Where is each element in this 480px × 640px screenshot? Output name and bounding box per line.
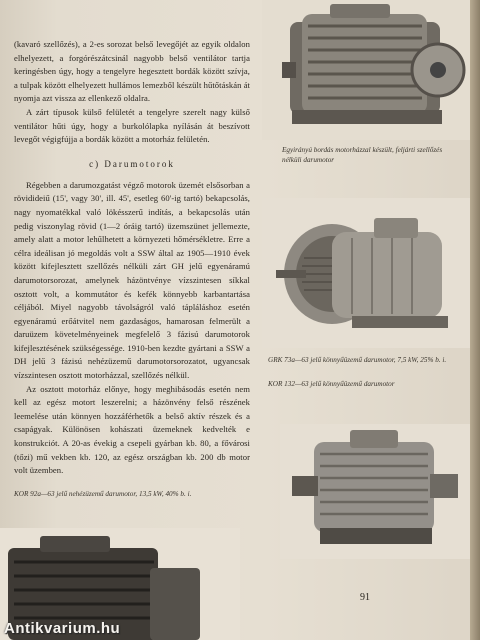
paragraph: Az osztott motorház előnye, hogy meghibásodás esetén nem kell az egész motort leszerelni; a házönvény felső részének leemelése után könnyen hozzáférhetők a belső aktív részek és a csapágyak. Különösen kohászati üzemeknek kedvelték e konstrukciót. A 20-as évekig a csepeli gyárban kb. 80, a fővárosi (tőzi) mű vekben kb. 120, az egész országban kb. 200 db motor volt üzemben. (14, 383, 250, 476)
text-column (14, 0, 250, 478)
paragraph: Régebben a darumozgatást végző motorok üzemét elsősorban a rövidideiű (15', vagy 30', ill. 45', esetleg 60'-ig tartó) bekapcsolás, nagy nyomatékkal való lökésszerű indítás, a bekapcsolás után pedig viszonylag rövid (1—2 óráig tartó) üzemszünet jellemezte, amely alatt a motor lehűlhetett a környezeti hőmérsékletre. Erre a célra ideálisan jó megoldás volt a SSW által az 1905—1910 évek között kifejlesztett szellőzés nélküli zárt GH jelű egyenáramú darumotorsorozat, amelynek házöntvénye vízszintesen síkkal osztott volt, a kommutátor és kefék könnyebb karbantartása céljából. Miyel nagyobb távolságról való tápláláshoz esetén egyenáramú erőátvitel nem gazdaságos, hamarosan felmerült a daruüzem követelményeinek megfelelő 3 fázisú darumotorok kifejlesztésének szükségessége. 1910-ben kezdte gyártani a SSW a DH jelű 3 fázisú nehézüzemű darumotorsorozatot, ugyancsak vízszintesen osztott motorházzal, szellőzés nélkül. (14, 179, 250, 381)
book-spine (470, 0, 480, 640)
section-heading: c) Darumotorok (89, 158, 175, 169)
photo-caption: GRK 73a—63 jelű könnyűüzemű darumotor, 7,5 kW, 25% b. i. (268, 356, 447, 364)
photo-caption: KOR 92a—63 jelű nehézüzemű darumotor, 13,5 kW, 40% b. i. (14, 490, 192, 498)
motor-photo-top (262, 0, 470, 140)
page-number: 91 (360, 592, 370, 603)
motor-photo-bottom (280, 424, 470, 559)
paragraph: A zárt típusok külső felületét a tengelyre szerelt nagy külső ventilátor hűti úgy, hogy a burkolólapka nyílásán át beszívott levegőt végigfújja a bordák között a motorház felületén. (14, 106, 250, 145)
watermark: Antikvarium.hu (4, 620, 121, 637)
photo-caption: Egyirányú bordás motorházzal készült, feljárti szellőzés nélküli darumotor (282, 146, 443, 164)
motor-photo-middle (262, 198, 470, 348)
photo-caption: KOR 132—63 jelű könnyűüzemű darumotor (268, 380, 395, 388)
paragraph: (kavaró szellőzés), a 2-es sorozat belső levegőjét az egyik oldalon elhelyezett, a forgórészátcsinál nagyobb belső ventilátor tartja keringésben úgy, hogy a tengelyre hegesztett bordák között szívja, a tulpak között elhelyezett hullámos lemezből készült hűtőtáskán át nyomja azt vissza az ellenkező oldalra. (14, 39, 250, 104)
